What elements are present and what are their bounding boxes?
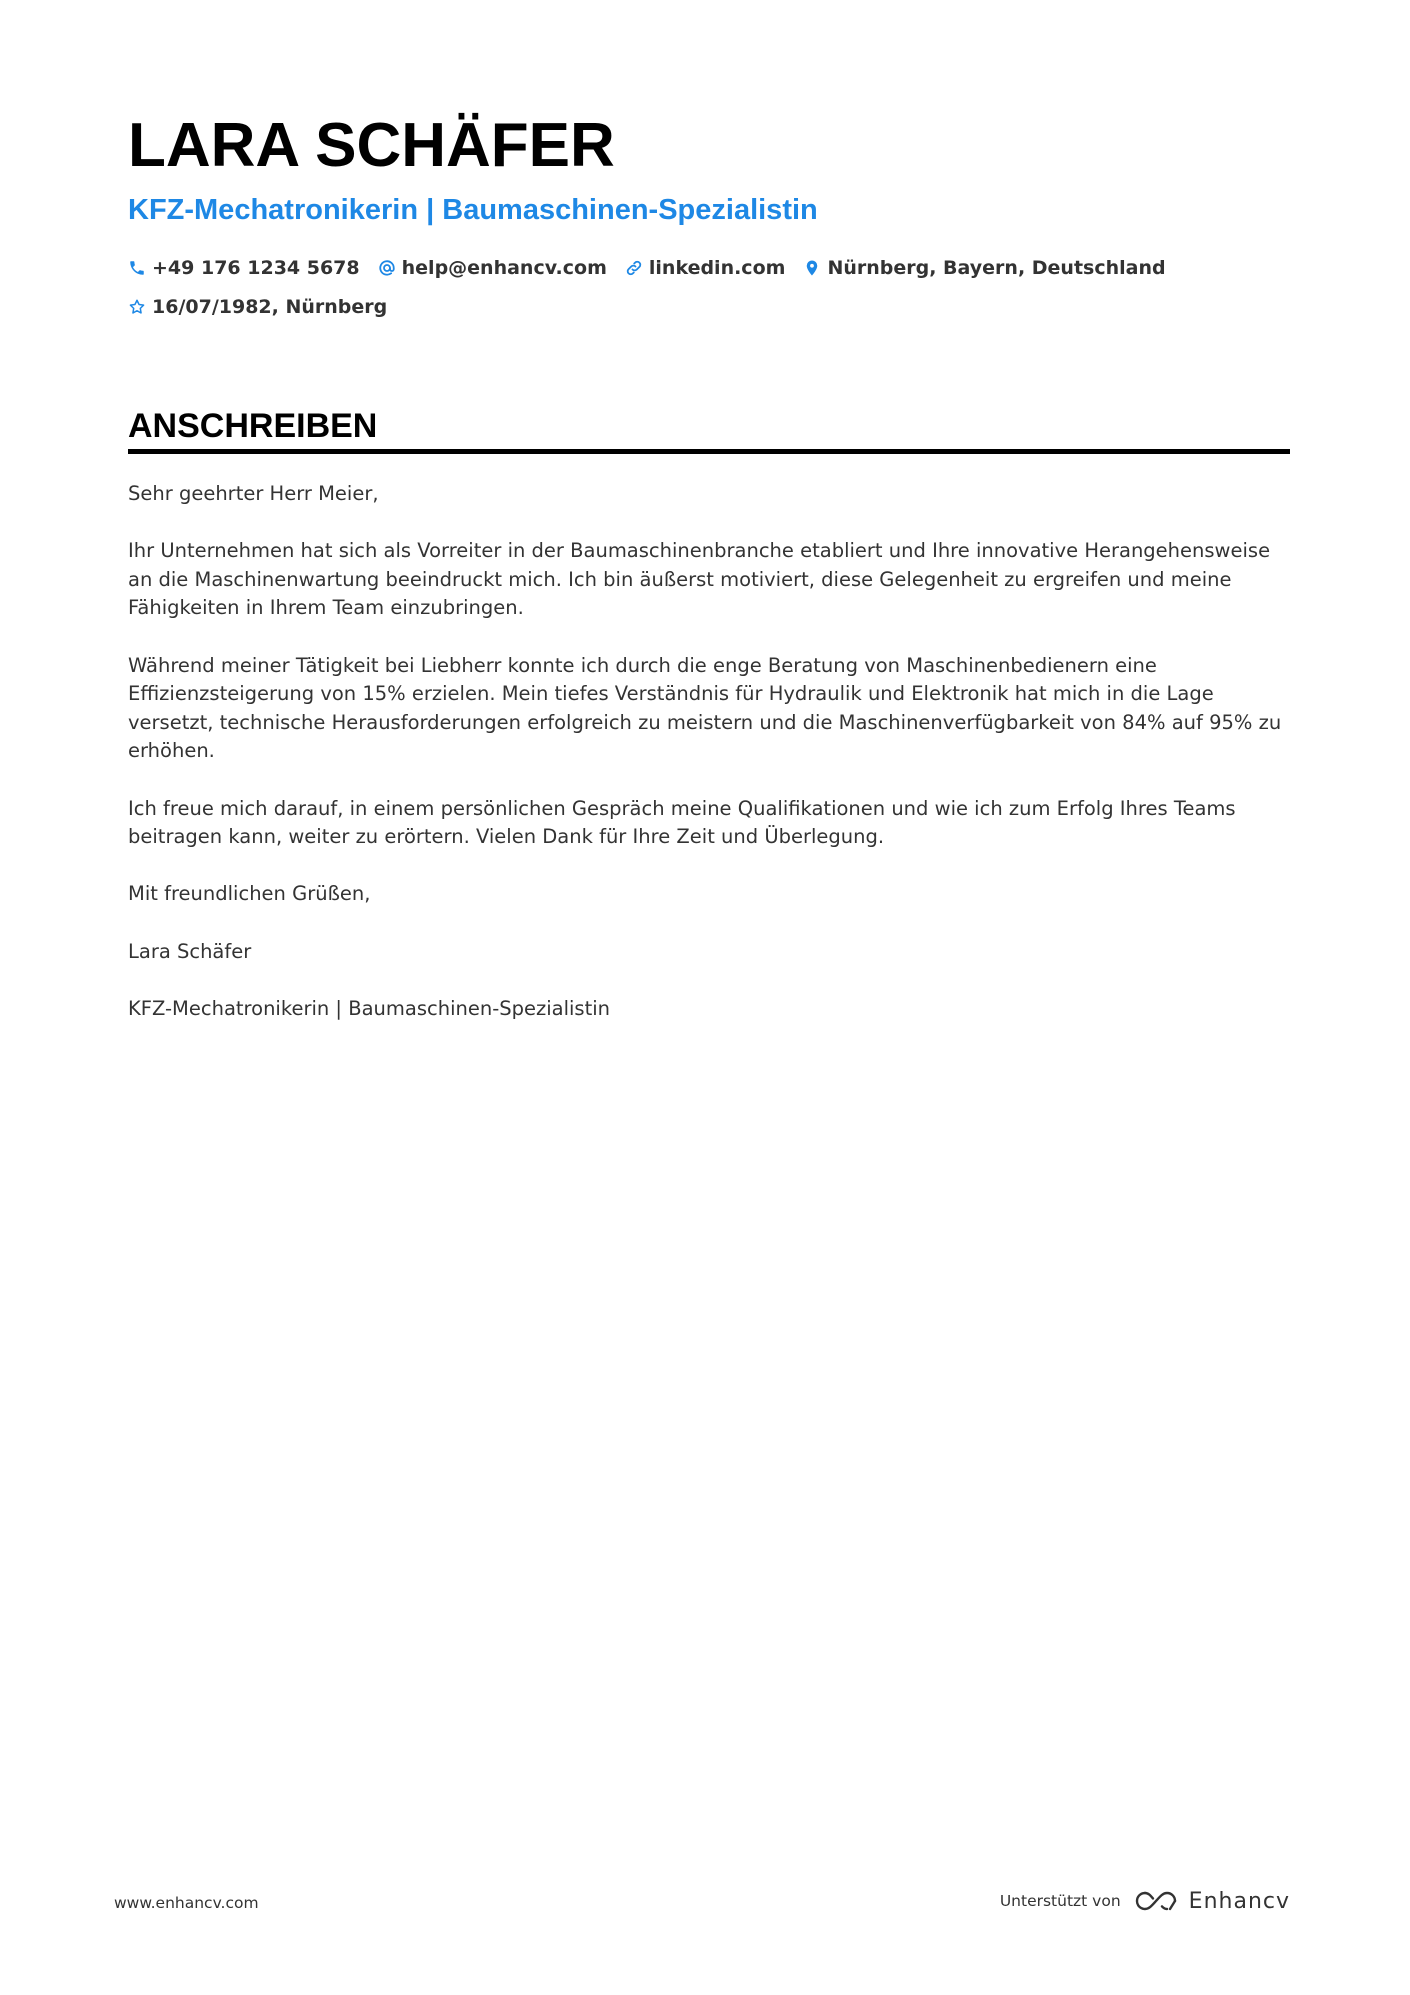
section-divider — [128, 449, 1290, 454]
footer-powered-by: Unterstützt von — [999, 1892, 1121, 1910]
contact-birth — [128, 292, 387, 322]
contact-email[interactable] — [378, 253, 607, 283]
contact-linkedin[interactable] — [625, 253, 786, 283]
contact-row-secondary — [128, 292, 405, 322]
letter-body — [128, 480, 1290, 1052]
letter-closing: Mit freundlichen Grüßen, — [128, 882, 371, 906]
footer-website-link[interactable]: www.enhancv.com — [114, 1894, 259, 1912]
letter-signature-title: KFZ-Mechatronikerin | Baumaschinen-Spezialistin — [128, 996, 611, 1020]
enhancv-logo-icon — [1133, 1888, 1179, 1914]
contact-location — [803, 253, 1165, 283]
enhancv-brand-text: Enhancv — [1188, 1888, 1290, 1914]
letter-paragraph: Ihr Unternehmen hat sich als Vorreiter in der Baumaschinenbranche etabliert und Ihre innovative Herangehensweise an die Maschinenwartung beeindruckt mich. Ich bin äußerst motiviert, diese Gelegenheit zu ergreifen und meine Fähigkeiten in Ihrem Team einzubringen. — [128, 539, 1271, 620]
letter-salutation: Sehr geehrter Herr Meier, — [128, 482, 379, 505]
location-pin-icon — [803, 259, 821, 277]
footer-branding[interactable] — [1000, 1888, 1290, 1914]
section-title: ANSCHREIBEN — [128, 407, 378, 445]
link-icon — [625, 259, 643, 277]
phone-icon — [128, 259, 146, 277]
contact-row-primary — [128, 253, 1184, 283]
contact-phone — [128, 253, 360, 283]
applicant-headline: KFZ-Mechatronikerin | Baumaschinen-Spezialistin — [128, 194, 818, 226]
letter-paragraph: Ich freue mich darauf, in einem persönlichen Gespräch meine Qualifikationen und wie ich zum Erfolg Ihres Teams beitragen kann, weiter zu erörtern. Vielen Dank für Ihre Zeit und Überlegung. — [128, 796, 1236, 849]
star-icon — [128, 298, 146, 316]
contact-location-text: Nürnberg, Bayern, Deutschland — [827, 257, 1166, 279]
contact-birth-text: 16/07/1982, Nürnberg — [152, 296, 388, 318]
contact-email-text: help@enhancv.com — [401, 257, 607, 279]
at-icon — [378, 259, 396, 277]
letter-paragraph: Während meiner Tätigkeit bei Liebherr konnte ich durch die enge Beratung von Maschinenbedienern eine Effizienzsteigerung von 15% erzielen. Mein tiefes Verständnis für Hydraulik und Elektronik hat mich in die Lage versetzt, technische Herausforderungen erfolgreich zu meistern und die Maschinenverfügbarkeit von 84% auf 95% zu erhöhen. — [128, 653, 1282, 763]
applicant-name: LARA SCHÄFER — [128, 111, 615, 180]
letter-signature-name: Lara Schäfer — [128, 939, 252, 963]
contact-phone-text: +49 176 1234 5678 — [152, 257, 360, 279]
contact-linkedin-text: linkedin.com — [648, 257, 786, 279]
